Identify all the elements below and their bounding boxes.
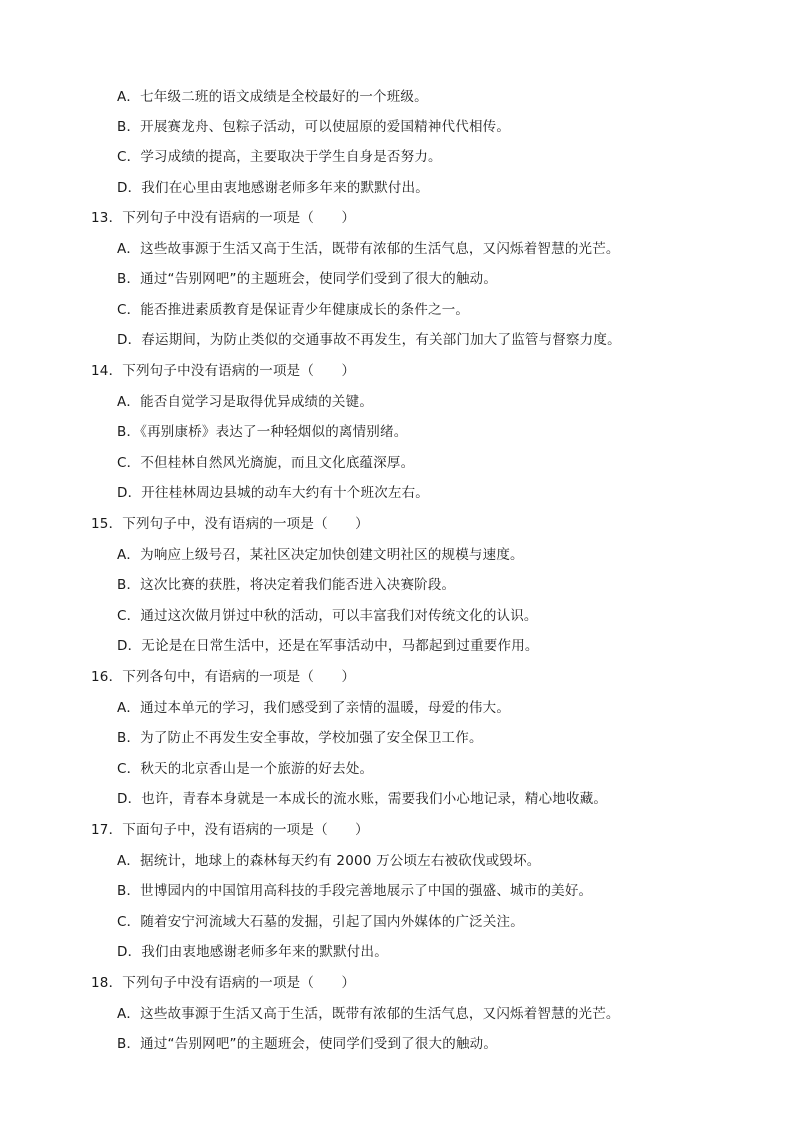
question-18-option-a: A．这些故事源于生活又高于生活，既带有浓郁的生活气息，又闪烁着智慧的光芒。 [117,1006,620,1022]
prev-option-a: A．七年级二班的语文成绩是全校最好的一个班级。 [117,89,428,105]
question-16-option-b: B．为了防止不再发生安全事故，学校加强了安全保卫工作。 [117,730,483,746]
question-13-stem: 13．下列句子中没有语病的一项是（ ） [91,210,356,226]
question-17-stem: 17．下面句子中，没有语病的一项是（ ） [91,822,369,838]
question-17-option-d: D．我们由衷地感谢老师多年来的默默付出。 [117,944,388,960]
question-13-option-a: A．这些故事源于生活又高于生活，既带有浓郁的生活气息，又闪烁着智慧的光芒。 [117,241,620,257]
question-18-option-b: B．通过“告别网吧”的主题班会，使同学们受到了很大的触动。 [117,1036,498,1052]
question-14-option-b: B．《再别康桥》表达了一种轻烟似的离情别绪。 [117,424,408,440]
question-15-option-d: D．无论是在日常生活中，还是在军事活动中，马都起到过重要作用。 [117,638,539,654]
question-14-stem: 14．下列句子中没有语病的一项是（ ） [91,363,356,379]
question-16-stem: 16．下列各句中，有语病的一项是（ ） [91,669,356,685]
question-14-option-a: A．能否自觉学习是取得优异成绩的关键。 [117,394,374,410]
question-15-stem: 15．下列句子中，没有语病的一项是（ ） [91,516,369,532]
question-14-option-c: C．不但桂林自然风光旖旎，而且文化底蕴深厚。 [117,455,415,471]
question-16-option-a: A．通过本单元的学习，我们感受到了亲情的温暖，母爱的伟大。 [117,700,511,716]
question-15-option-b: B．这次比赛的获胜，将决定着我们能否进入决赛阶段。 [117,577,456,593]
question-14-option-d: D．开往桂林周边县城的动车大约有十个班次左右。 [117,485,429,501]
question-15-option-c: C．通过这次做月饼过中秋的活动，可以丰富我们对传统文化的认识。 [117,608,538,624]
question-13-option-c: C．能否推进素质教育是保证青少年健康成长的条件之一。 [117,302,470,318]
question-16-option-d: D．也许，青春本身就是一本成长的流水账，需要我们小心地记录，精心地收藏。 [117,791,608,807]
question-18-stem: 18．下列句子中没有语病的一项是（ ） [91,975,356,991]
question-15-option-a: A．为响应上级号召，某社区决定加快创建文明社区的规模与速度。 [117,547,524,563]
prev-option-d: D．我们在心里由衷地感谢老师多年来的默默付出。 [117,180,429,196]
question-17-option-a: A．据统计，地球上的森林每天约有 2000 万公顷左右被砍伐或毁坏。 [117,853,541,869]
prev-option-b: B．开展赛龙舟、包粽子活动，可以使屈原的爱国精神代代相传。 [117,119,511,135]
question-13-option-d: D．春运期间，为防止类似的交通事故不再发生，有关部门加大了监管与督察力度。 [117,332,621,348]
prev-option-c: C．学习成绩的提高，主要取决于学生自身是否努力。 [117,149,442,165]
question-13-option-b: B．通过“告别网吧”的主题班会，使同学们受到了很大的触动。 [117,271,498,287]
question-16-option-c: C．秋天的北京香山是一个旅游的好去处。 [117,761,374,777]
question-17-option-c: C．随着安宁河流域大石墓的发掘，引起了国内外媒体的广泛关注。 [117,914,524,930]
question-17-option-b: B．世博园内的中国馆用高科技的手段完善地展示了中国的强盛、城市的美好。 [117,883,593,899]
